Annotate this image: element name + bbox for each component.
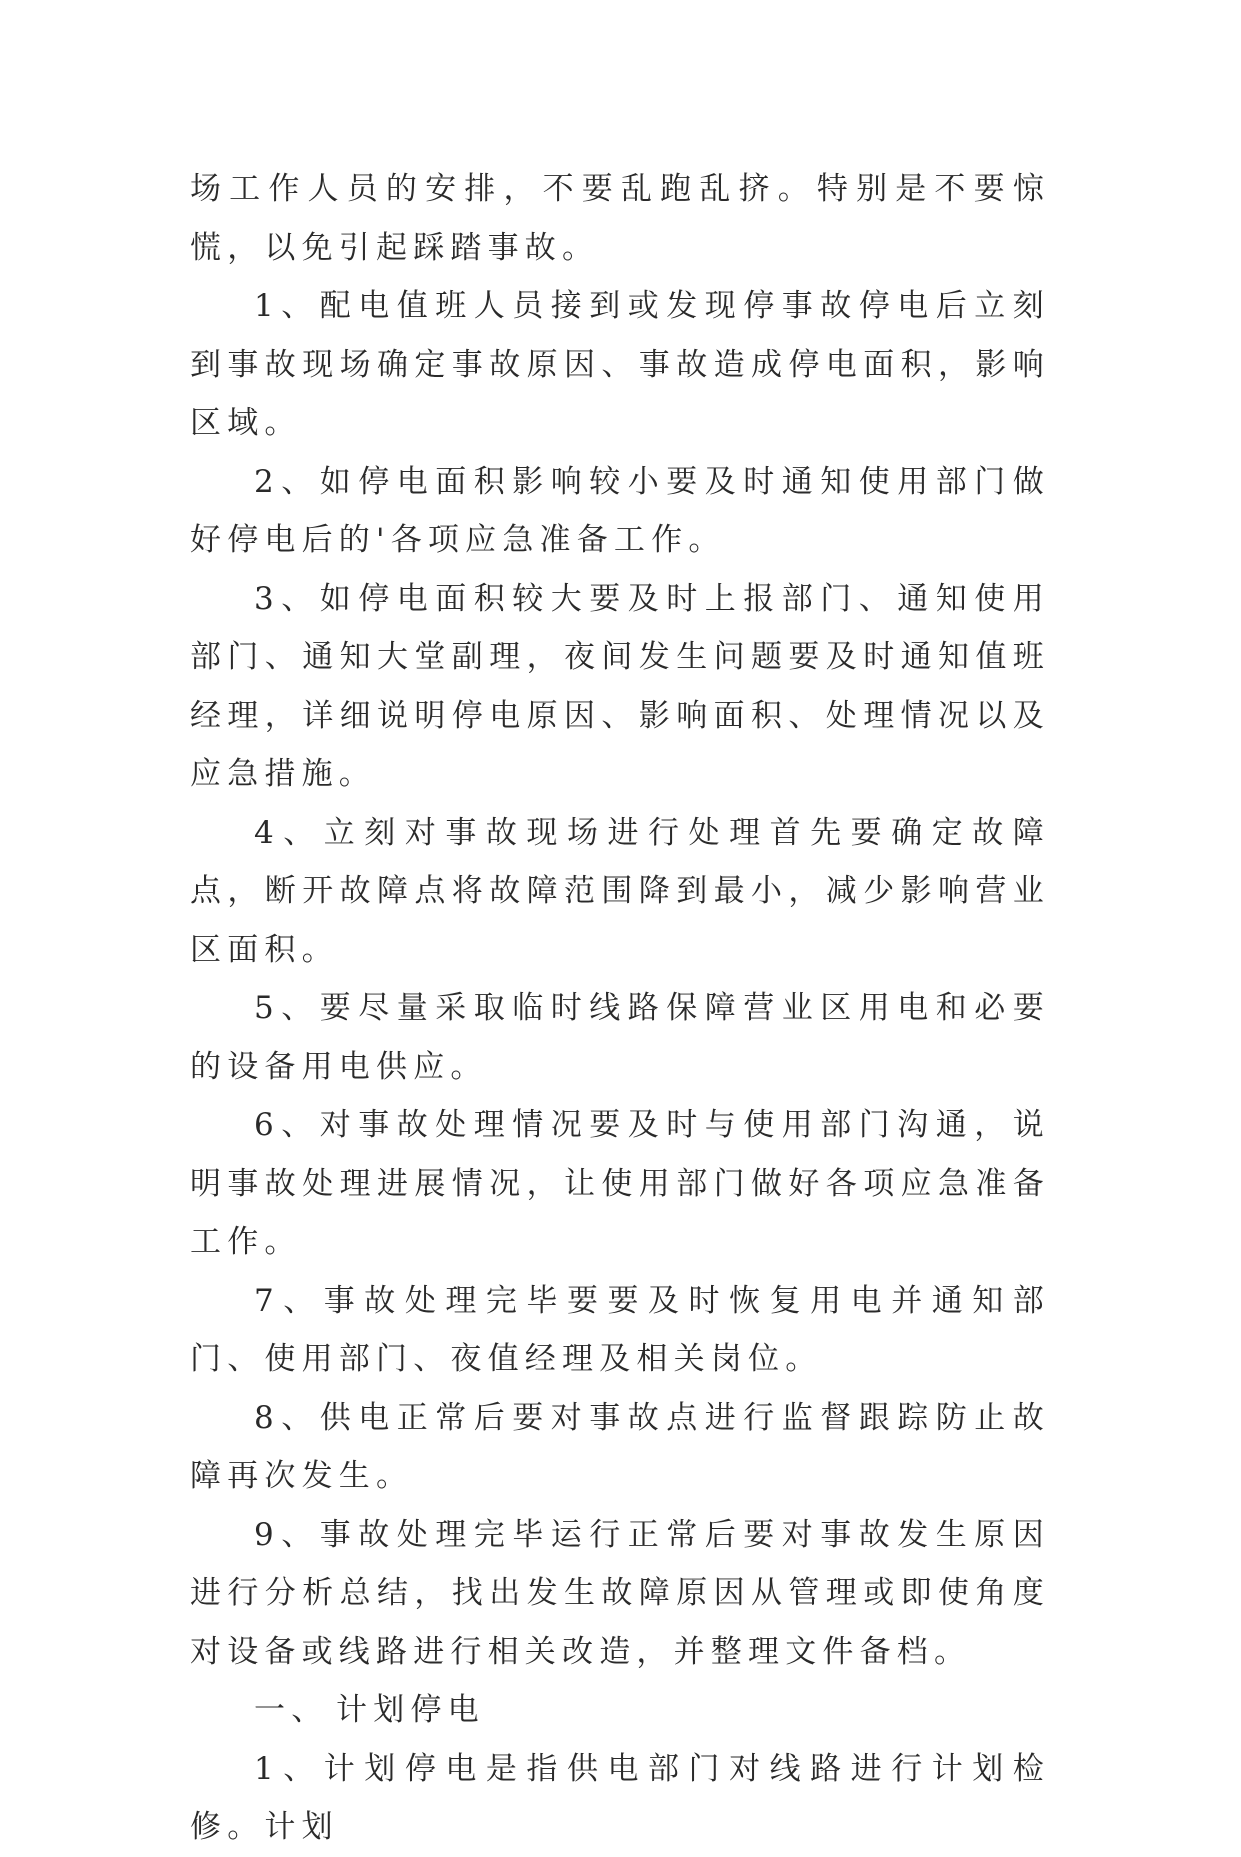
section-heading-title: 计划停电 [336, 1692, 485, 1728]
paragraph-item-7: 7、事故处理完毕要要及时恢复用电并通知部门、使用部门、夜值经理及相关岗位。 [190, 1282, 1050, 1377]
paragraph-continued: 场工作人员的安排，不要乱跑乱挤。特别是不要惊慌，以免引起踩踏事故。 [190, 171, 1050, 266]
paragraph-item-3: 3、如停电面积较大要及时上报部门、通知使用部门、通知大堂副理，夜间发生问题要及时通知值班经理，详细说明停电原因、影响面积、处理情况以及应急措施。 [190, 580, 1050, 792]
paragraph-item-8: 8、供电正常后要对事故点进行监督跟踪防止故障再次发生。 [190, 1399, 1050, 1494]
section-heading [190, 1681, 1050, 1740]
paragraph-item-6: 6、对事故处理情况要及时与使用部门沟通，说明事故处理进展情况，让使用部门做好各项应急准备工作。 [190, 1107, 1050, 1260]
document-page [190, 160, 1050, 1857]
paragraph-item-4: 4、立刻对事故现场进行处理首先要确定故障点，断开故障点将故障范围降到最小，减少影响营业区面积。 [190, 814, 1050, 968]
paragraph-item-9: 9、事故处理完毕运行正常后要对事故发生原因进行分析总结，找出发生故障原因从管理或即使角度对设备或线路进行相关改造，并整理文件备档。 [190, 1516, 1050, 1670]
paragraph-item-2: 2、如停电面积影响较小要及时通知使用部门做好停电后的'各项应急准备工作。 [190, 463, 1050, 558]
paragraph-item-1: 1、配电值班人员接到或发现停事故停电后立刻到事故现场确定事故原因、事故造成停电面积，影响区域。 [190, 288, 1050, 441]
section-heading-number: 一、 [254, 1692, 329, 1728]
paragraph-item-5: 5、要尽量采取临时线路保障营业区用电和必要的设备用电供应。 [190, 990, 1050, 1085]
paragraph-plan-1: 1、计划停电是指供电部门对线路进行计划检修。计划 [190, 1750, 1050, 1845]
